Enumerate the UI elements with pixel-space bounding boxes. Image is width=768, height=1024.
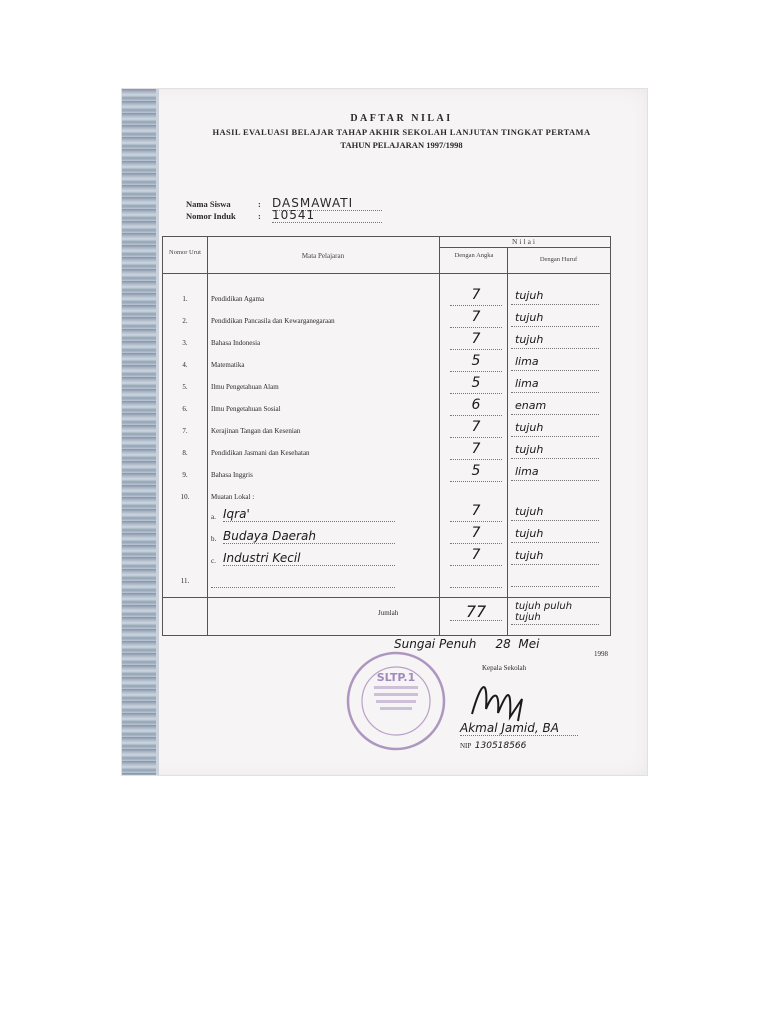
grade-number: 5 [450,353,502,372]
table-row [163,421,610,439]
principal-name: Akmal Jamid, BA [460,721,578,736]
table-row [163,333,610,351]
local-letter: b. [211,535,217,543]
day: 28 [495,637,511,651]
local-subject-row [163,549,610,567]
grade-words: lima [511,377,599,393]
local-subject-row [163,527,610,545]
row-number: 3. [182,339,188,347]
nip-line [460,741,526,751]
nip-label: NIP [460,742,472,750]
col-angka-header: Dengan Angka [454,252,494,259]
table-row [163,487,610,505]
grade-words: tujuh [511,527,599,543]
grade-number: 7 [450,547,502,566]
grade-number: 7 [450,309,502,328]
row-number: 8. [182,449,188,457]
subject-name: Pendidikan Pancasila dan Kewarganegaraan [211,317,335,325]
grade-number: 5 [450,463,502,482]
nip-value: 130518566 [474,741,527,751]
jumlah-label: Jumlah [378,609,399,617]
grade-words: tujuh [511,421,599,437]
student-id-value: 10541 [272,208,382,223]
local-subject-name: Iqra' [223,507,395,522]
subject-name: Bahasa Inggris [211,471,253,479]
grade-number: 7 [450,503,502,522]
col-nilai-header: Nilai [512,237,537,246]
col-number-header: Nomor Urut [169,249,201,256]
year: 1998 [594,650,608,658]
grade-words: tujuh [511,443,599,459]
grade-number: 5 [450,375,502,394]
subject-name: Ilmu Pengetahuan Sosial [211,405,281,413]
binder-spine [122,89,156,775]
row-number: 1. [182,295,188,303]
subject-name: Pendidikan Jasmani dan Kesehatan [211,449,310,457]
grade-number: 7 [450,287,502,306]
subject-name: Kerajinan Tangan dan Kesenian [211,427,301,435]
grade-words: enam [511,399,599,415]
grade-words: tujuh [511,505,599,521]
table-row [163,465,610,483]
grades-table [162,236,611,636]
grade-words: tujuh [511,333,599,349]
row-number: 6. [182,405,188,413]
table-row [163,443,610,461]
row-number: 4. [182,361,188,369]
subject-name: Pendidikan Agama [211,295,265,303]
document-title: DAFTAR NILAI [350,113,453,124]
local-subject-name: Budaya Daerah [223,529,395,544]
document-header [156,113,647,150]
table-row [163,355,610,373]
student-name-label: Nama Siswa [186,199,231,209]
total-row [163,601,610,623]
local-letter: c. [211,557,216,565]
grade-words: tujuh [511,289,599,305]
principal-signature [452,669,552,729]
row-number: 7. [182,427,188,435]
student-id-label: Nomor Induk [186,211,236,221]
jumlah-huruf: tujuh puluh tujuh [511,601,599,625]
subject-name: Bahasa Indonesia [211,339,261,347]
student-id-row: Nomor Induk : 10541 [186,208,382,223]
grade-words: lima [511,355,599,371]
place: Sungai Penuh [394,637,477,651]
local-subject-name: Industri Kecil [223,551,395,566]
grade-words: lima [511,465,599,481]
grade-number: 6 [450,397,502,416]
student-name-value: DASMAWATI [272,196,382,211]
row-number: 5. [182,383,188,391]
local-letter: a. [211,513,216,521]
jumlah-angka: 77 [450,602,502,621]
local-subject-row [163,505,610,523]
table-row [163,377,610,395]
row-number: 10. [180,493,190,501]
academic-year: TAHUN PELAJARAN 1997/1998 [340,140,463,150]
student-name-row: Nama Siswa : DASMAWATI [186,196,382,211]
grade-number: 7 [450,419,502,438]
grade-words: tujuh [511,311,599,327]
kepala-sekolah-label: Kepala Sekolah [482,664,527,672]
col-subject-header: Mata Pelajaran [301,252,345,260]
subject-name: Matematika [211,361,245,369]
subject-name: Muatan Lokal : [211,493,255,501]
scanned-document [121,88,648,776]
school-stamp [344,649,448,753]
table-row [163,289,610,307]
row-number: 9. [182,471,188,479]
table-row [163,311,610,329]
grade-number: 7 [450,525,502,544]
grade-number: 7 [450,331,502,350]
month: Mei [518,637,540,651]
subject-name: Ilmu Pengetahuan Alam [211,383,279,391]
document-subtitle: HASIL EVALUASI BELAJAR TAHAP AKHIR SEKOLAH LANJUTAN TINGKAT PERTAMA [212,127,591,137]
svg-text:SLTP.1: SLTP.1 [376,671,416,684]
table-row: 11. [163,571,610,589]
row-number: 2. [182,317,188,325]
col-huruf-header: Dengan Huruf [539,256,578,263]
grade-number: 7 [450,441,502,460]
grade-words: tujuh [511,549,599,565]
table-row [163,399,610,417]
